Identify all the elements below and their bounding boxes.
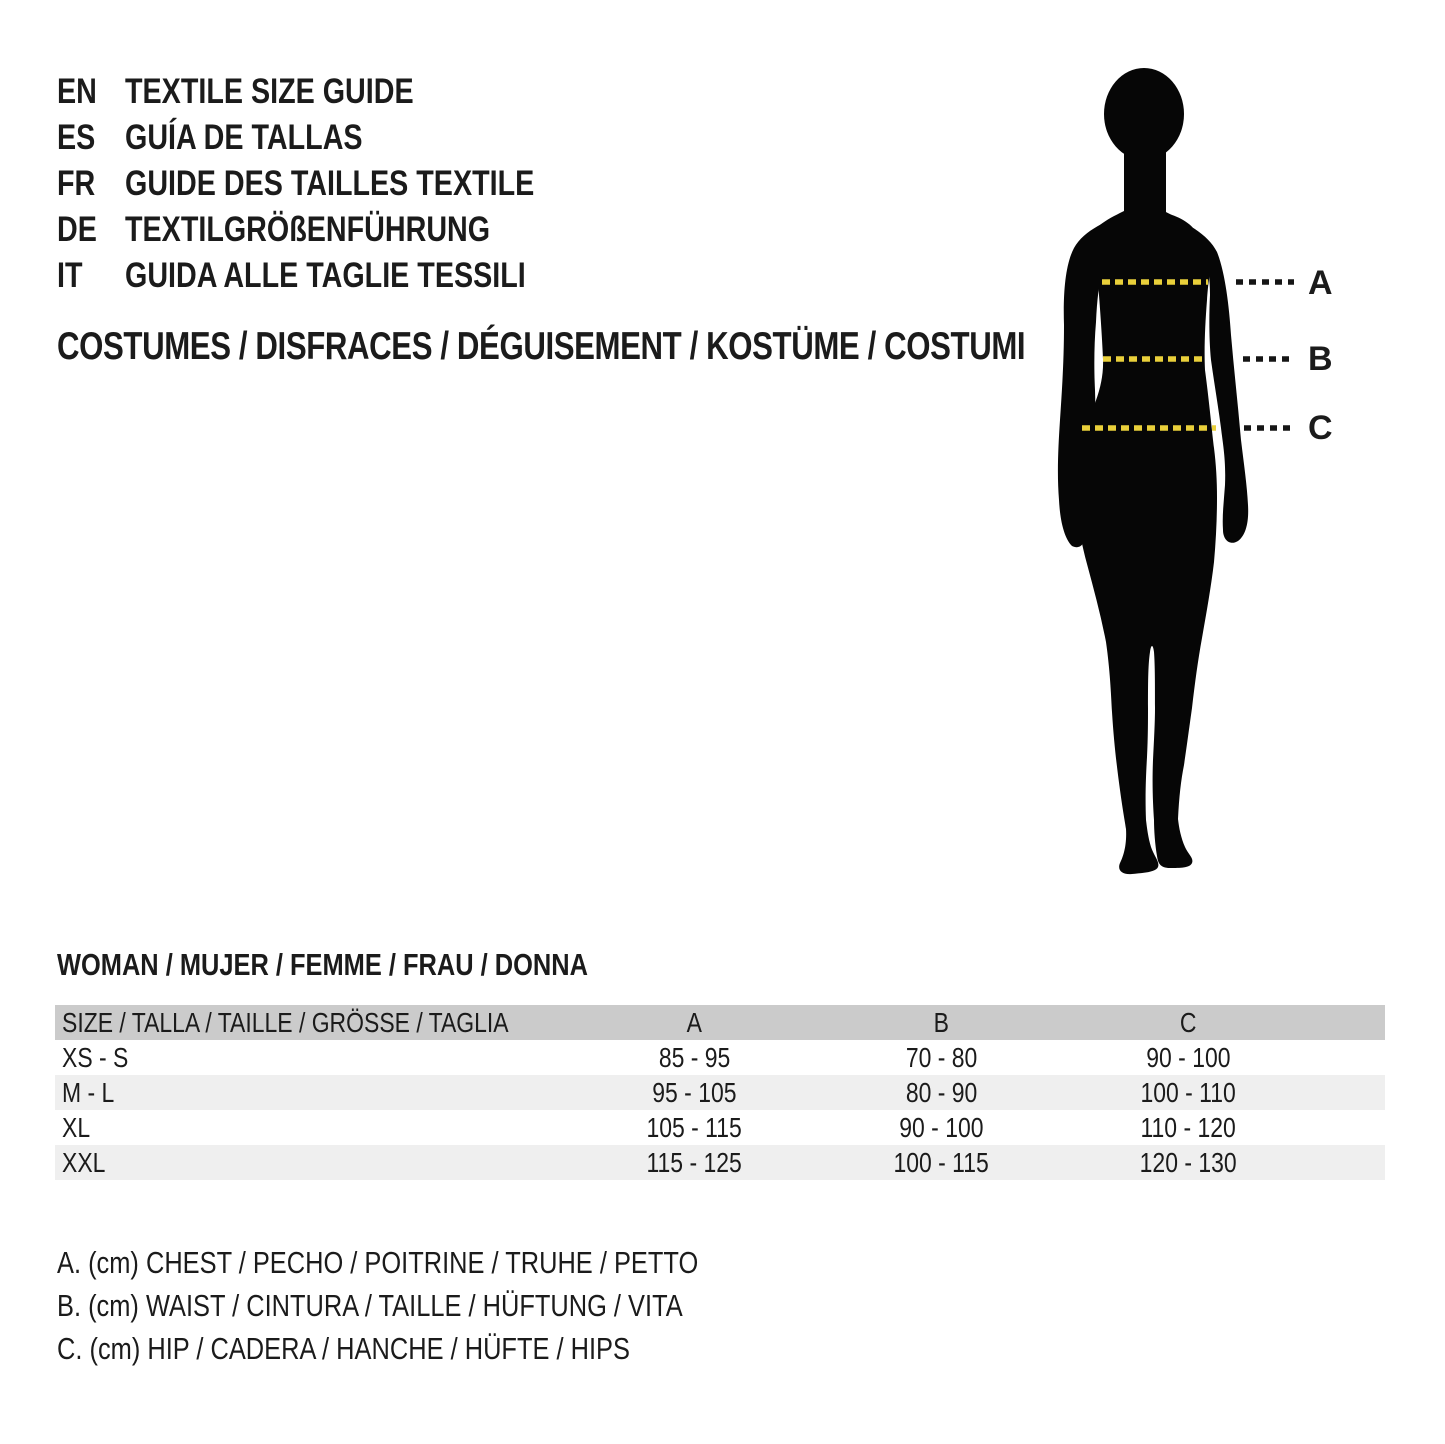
- column-header-size: SIZE / TALLA / TAILLE / GRÖSSE / TAGLIA: [62, 1007, 509, 1038]
- silhouette-neck: [1124, 146, 1166, 214]
- language-row-es: [57, 115, 624, 161]
- size-cell: M - L: [62, 1077, 115, 1108]
- language-row-de: [57, 207, 624, 253]
- size-table-row-xl: [55, 1110, 1385, 1145]
- size-cell: XXL: [62, 1147, 106, 1178]
- language-title: GUÍA DE TALLAS: [125, 118, 363, 157]
- language-code: IT: [57, 256, 83, 295]
- size-table-row-m-l: [55, 1075, 1385, 1110]
- language-row-fr: [57, 161, 624, 207]
- language-code: DE: [57, 210, 97, 249]
- size-table: [55, 1005, 1385, 1180]
- measure-label-b: B: [1308, 340, 1333, 378]
- hip-range-cell: 110 - 120: [1140, 1112, 1237, 1143]
- hip-range-cell: 120 - 130: [1139, 1147, 1238, 1178]
- hip-range-cell: 90 - 100: [1146, 1042, 1231, 1073]
- woman-silhouette-figure: [1020, 60, 1440, 940]
- waist-range-cell: 90 - 100: [899, 1112, 984, 1143]
- language-title: GUIDA ALLE TAGLIE TESSILI: [125, 256, 526, 295]
- measurement-legend: [57, 1241, 839, 1370]
- chest-range-cell: 85 - 95: [658, 1042, 731, 1073]
- measure-label-c: C: [1308, 409, 1333, 447]
- size-table-row-xxl: [55, 1145, 1385, 1180]
- measurement-figure: [1020, 60, 1440, 940]
- language-list: [57, 69, 624, 299]
- column-header-a: A: [686, 1007, 703, 1038]
- chest-range-cell: 95 - 105: [652, 1077, 737, 1108]
- size-table-header-row: [55, 1005, 1385, 1040]
- legend-row-chest: A. (cm) CHEST / PECHO / POITRINE / TRUHE / PETTO: [57, 1245, 699, 1280]
- size-cell: XS - S: [62, 1042, 129, 1073]
- legend-row-hip: C. (cm) HIP / CADERA / HANCHE / HÜFTE / HIPS: [57, 1331, 630, 1366]
- language-code: FR: [57, 164, 96, 203]
- measure-label-a: A: [1308, 264, 1333, 302]
- chest-range-cell: 105 - 115: [646, 1112, 743, 1143]
- language-title: GUIDE DES TAILLES TEXTILE: [125, 164, 535, 203]
- chest-range-cell: 115 - 125: [646, 1147, 743, 1178]
- language-title: TEXTILGRÖßENFÜHRUNG: [125, 210, 491, 249]
- column-header-b: B: [933, 1007, 950, 1038]
- language-row-en: [57, 69, 624, 115]
- column-header-c: C: [1180, 1007, 1197, 1038]
- language-code: EN: [57, 72, 97, 111]
- waist-range-cell: 80 - 90: [905, 1077, 978, 1108]
- size-table-row-xs-s: [55, 1040, 1385, 1075]
- waist-range-cell: 100 - 115: [893, 1147, 990, 1178]
- size-cell: XL: [62, 1112, 91, 1143]
- waist-range-cell: 70 - 80: [905, 1042, 978, 1073]
- language-code: ES: [57, 118, 96, 157]
- language-title: TEXTILE SIZE GUIDE: [125, 72, 414, 111]
- category-title: COSTUMES / DISFRACES / DÉGUISEMENT / KOSTÜME / COSTUMI: [57, 325, 1026, 368]
- hip-range-cell: 100 - 110: [1140, 1077, 1237, 1108]
- section-title-woman: WOMAN / MUJER / FEMME / FRAU / DONNA: [57, 947, 588, 982]
- legend-row-waist: B. (cm) WAIST / CINTURA / TAILLE / HÜFTUNG / VITA: [57, 1288, 683, 1323]
- language-row-it: [57, 253, 624, 299]
